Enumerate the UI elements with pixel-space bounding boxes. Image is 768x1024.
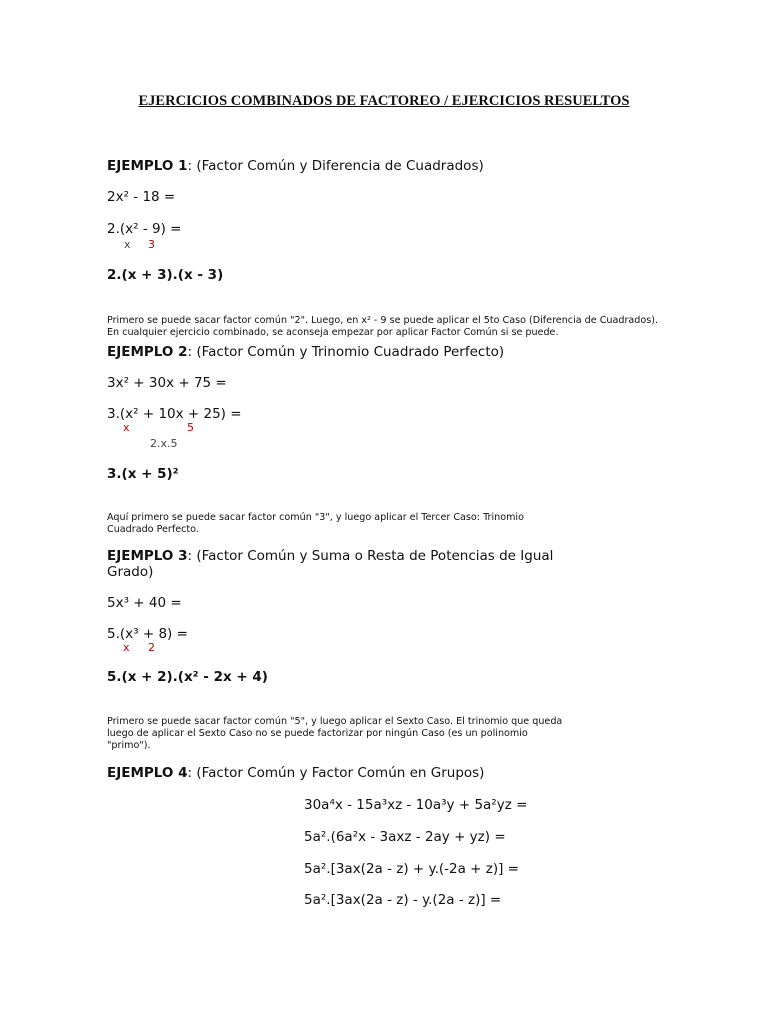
example-3-note-line-3: "primo"). [107,740,151,751]
example-1-note-line-2: En cualquier ejercicio combinado, se aconseja empezar por aplicar Factor Común si se puede. [107,327,559,338]
example-2-hint-2x5: 2.x.5 [150,437,178,450]
example-2-note [107,512,547,536]
example-4-heading [107,765,484,781]
example-2-label: EJEMPLO 2 [107,344,188,360]
example-2-subtitle: : (Factor Común y Trinomio Cuadrado Perfecto) [187,344,505,360]
example-4-step-2: 5a².(6a²x - 3axz - 2ay + yz) = [304,829,506,845]
example-1-note-line-1: Primero se puede sacar factor común "2". Luego, en x² - 9 se puede aplicar el 5to Caso (Diferencia de Cuadrados). [107,315,659,326]
example-4-step-3: 5a².[3ax(2a - z) + y.(-2a + z)] = [304,861,519,877]
example-1-result: 2.(x + 3).(x - 3) [107,267,224,283]
example-3-hint-2: 2 [148,641,155,654]
example-1-step-1: 2x² - 18 = [107,189,176,205]
example-4-label: EJEMPLO 4 [107,765,188,781]
example-2-note-line-2: Cuadrado Perfecto. [107,524,199,535]
example-1-label: EJEMPLO 1 [107,158,188,174]
example-2-hint-5: 5 [187,421,194,434]
example-3-step-1: 5x³ + 40 = [107,595,182,611]
example-1-note [107,315,727,339]
example-4-step-4: 5a².[3ax(2a - z) - y.(2a - z)] = [304,892,502,908]
example-2-heading [107,344,504,360]
example-2-step-1: 3x² + 30x + 75 = [107,375,227,391]
example-2-hint-x: x [123,421,130,434]
example-3-label: EJEMPLO 3 [107,548,188,564]
example-2-step-2: 3.(x² + 10x + 25) = [107,406,242,422]
example-4-step-1: 30a⁴x - 15a³xz - 10a³y + 5a²yz = [304,797,528,813]
example-3-note-line-2: luego de aplicar el Sexto Caso no se puede factorizar por ningún Caso (es un polinomio [107,728,528,739]
example-2-note-line-1: Aquí primero se puede sacar factor común "3", y luego aplicar el Tercer Caso: Trinomio [107,512,524,523]
example-1-hint-x: x [124,238,131,251]
example-3-hint-x: x [123,641,130,654]
example-3-note [107,716,567,752]
example-3-result: 5.(x + 2).(x² - 2x + 4) [107,669,268,685]
example-1-step-2: 2.(x² - 9) = [107,221,182,237]
example-3-note-line-1: Primero se puede sacar factor común "5", y luego aplicar el Sexto Caso. El trinomio que queda [107,716,563,727]
example-3-subtitle: : (Factor Común y Suma o Resta de Potencias de Igual [187,548,554,564]
example-4-subtitle: : (Factor Común y Factor Común en Grupos) [187,765,485,781]
example-3-subtitle-cont: Grado) [107,564,154,580]
example-3-step-2: 5.(x³ + 8) = [107,626,188,642]
page-title: EJERCICIOS COMBINADOS DE FACTOREO / EJERCICIOS RESUELTOS [138,93,630,109]
example-1-subtitle: : (Factor Común y Diferencia de Cuadrados) [187,158,484,174]
example-2-result: 3.(x + 5)² [107,466,179,482]
example-3-heading [107,548,553,564]
example-1-hint-3: 3 [148,238,155,251]
example-1-heading [107,158,484,174]
